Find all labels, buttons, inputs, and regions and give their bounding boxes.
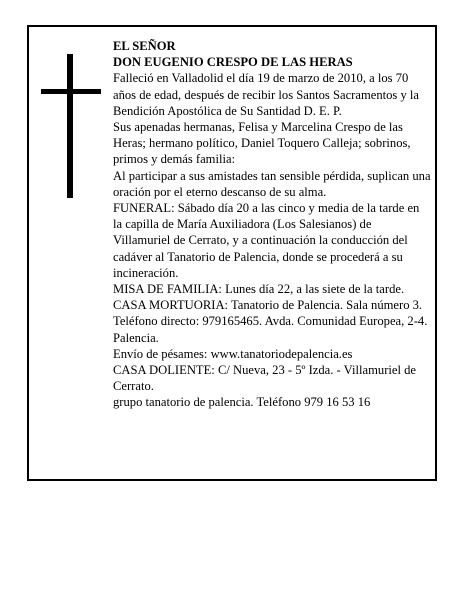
cross-vertical-bar — [67, 54, 73, 198]
obituary-text — [113, 38, 431, 411]
heading-title: EL SEÑOR — [113, 39, 176, 53]
cross-icon — [41, 54, 101, 198]
condolences-info: Envío de pésames: www.tanatoriodepalencia.es — [113, 346, 353, 361]
family-mourners: Sus apenadas hermanas, Felisa y Marcelina Crespo de las Heras; hermano político, Daniel Toquero Calleja; sobrinos, primos y demás familia: — [113, 120, 411, 167]
mortuary-info: CASA MORTUORIA: Tanatorio de Palencia. Sala número 3. Teléfono directo: 979165465. Avda. Comunidad Europea, 2-4. Palencia. — [113, 298, 428, 345]
prayer-request: Al participar a sus amistades tan sensible pérdida, suplican una oración por el eterno descanso de su alma. — [113, 168, 431, 199]
cross-horizontal-bar — [41, 89, 101, 94]
funeral-home-contact: grupo tanatorio de palencia. Teléfono 979 16 53 16 — [113, 395, 371, 410]
obituary-notice — [27, 25, 437, 481]
deceased-name: DON EUGENIO CRESPO DE LAS HERAS — [113, 55, 353, 70]
funeral-info: FUNERAL: Sábado día 20 a las cinco y media de la tarde en la capilla de María Auxiliadora (Los Salesianos) de Villamuriel de Cerrato, y a continuación la conducción del cadáver al Tanatorio de Palencia, donde se procederá a su incineración. — [113, 201, 420, 280]
family-mass-info: MISA DE FAMILIA: Lunes día 22, a las siete de la tarde. — [113, 282, 405, 297]
death-details: Falleció en Valladolid el día 19 de marzo de 2010, a los 70 años de edad, después de recibir los Santos Sacramentos y la Bendición Apostólica de Su Santidad D. E. P. — [113, 71, 420, 118]
mourning-house-info: CASA DOLIENTE: C/ Nueva, 23 - 5º Izda. - Villamuriel de Cerrato. — [113, 363, 417, 394]
